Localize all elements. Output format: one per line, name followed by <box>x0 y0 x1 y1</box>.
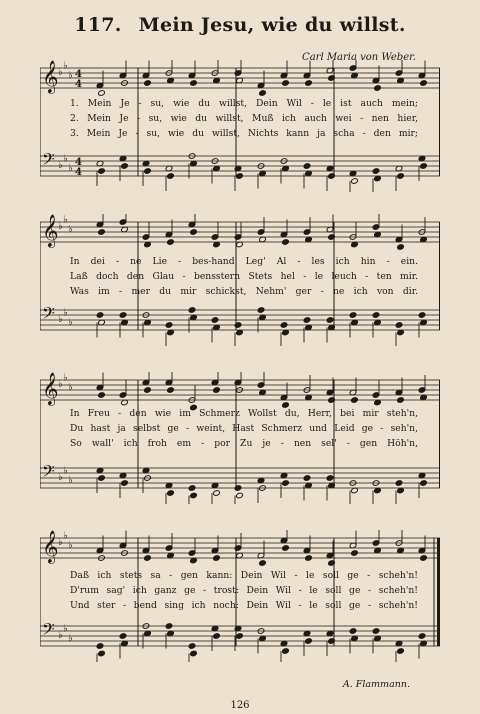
time-signature: 4 <box>75 79 82 90</box>
note-head <box>259 560 267 567</box>
flat-icon: ♭ <box>63 307 68 319</box>
note-head <box>305 555 313 562</box>
note-head <box>213 555 221 562</box>
verse-line: So wall' ich froh em - por Zu je - nen sel' - gen Höh'n, <box>70 438 418 449</box>
note-head <box>144 555 152 562</box>
note-head <box>190 650 198 657</box>
flat-icon: ♭ <box>68 224 73 235</box>
page-number: 126 <box>230 700 250 711</box>
verse-line: In dei - ne Lie - bes-hand Leg' Al - les ich hin - ein. <box>70 256 418 267</box>
notes <box>96 623 427 662</box>
note-head <box>372 628 380 635</box>
note-head <box>119 633 127 640</box>
flat-icon: ♭ <box>58 160 63 171</box>
note-head <box>188 643 196 650</box>
note-head <box>397 397 405 404</box>
note-head <box>420 163 428 170</box>
note-head <box>326 317 334 324</box>
lyrics-system-3 <box>40 406 440 451</box>
lyrics-system-4 <box>40 568 440 613</box>
flat-icon: ♭ <box>63 214 68 226</box>
note-head <box>351 397 359 404</box>
verse-line: Was im - mer du mir schickst, Nehm' ger - ne ich von dir. <box>70 286 418 297</box>
note-head <box>374 85 382 92</box>
note-head <box>190 229 198 236</box>
note-head <box>282 80 290 87</box>
bass-clef-icon: 𝄢 <box>42 619 55 643</box>
staff <box>40 461 440 488</box>
note-head <box>236 173 244 180</box>
verse-line: 1. Mein Je - su, wie du willst, Dein Wil - le ist auch mein; <box>70 98 418 109</box>
note-head <box>167 239 175 246</box>
flat-icon: ♭ <box>68 540 73 551</box>
note-head <box>282 480 290 487</box>
treble-clef-icon: 𝄞 <box>42 530 59 563</box>
note-head <box>418 312 426 319</box>
note-head <box>282 239 290 246</box>
note-head <box>98 168 106 175</box>
note-head <box>282 545 290 552</box>
note-head <box>144 168 152 175</box>
note-head <box>305 80 313 87</box>
bass-clef-icon: 𝄢 <box>42 461 55 485</box>
treble-clef-icon: 𝄞 <box>42 60 59 93</box>
note-head <box>280 322 288 329</box>
verse-line: Laß doch den Glau - bensstern Stets hel - le leuch - ten mir. <box>70 271 418 282</box>
note-head <box>211 317 219 324</box>
notes <box>96 372 427 411</box>
note-head <box>351 550 359 557</box>
notes <box>96 307 427 346</box>
note-head <box>144 80 152 87</box>
note-head <box>372 168 380 175</box>
time-signature: 4 <box>75 157 82 168</box>
time-signature: 4 <box>75 69 82 80</box>
hymn-title <box>0 14 480 36</box>
note-head <box>190 492 198 499</box>
note-head <box>372 312 380 319</box>
note-head <box>236 633 244 640</box>
flat-icon: ♭ <box>58 472 63 483</box>
note-head <box>213 387 221 394</box>
note-head <box>165 322 173 329</box>
note-head <box>119 312 127 319</box>
flat-icon: ♭ <box>63 465 68 477</box>
verse-line: Daß ich stets sa - gen kann: Dein Wil - le soll ge - scheh'n! <box>70 570 418 581</box>
bass-clef-icon: 𝄢 <box>42 149 55 173</box>
note-head <box>144 387 152 394</box>
flat-icon: ♭ <box>68 70 73 81</box>
treble-clef-icon: 𝄞 <box>42 372 59 405</box>
note-head <box>236 492 244 499</box>
flat-icon: ♭ <box>58 221 63 232</box>
bass-clef-icon: 𝄢 <box>42 303 55 327</box>
flat-icon: ♭ <box>63 530 68 542</box>
note-head <box>395 322 403 329</box>
note-head <box>188 485 196 492</box>
flat-icon: ♭ <box>63 372 68 384</box>
note-head <box>418 633 426 640</box>
flat-icon: ♭ <box>68 317 73 328</box>
note-head <box>349 628 357 635</box>
note-head <box>167 387 175 394</box>
note-head <box>98 392 106 399</box>
note-head <box>326 475 334 482</box>
note-head <box>420 480 428 487</box>
hymn-name: Mein Jesu, wie du willst. <box>138 14 406 36</box>
note-head <box>328 173 336 180</box>
flat-icon: ♭ <box>58 630 63 641</box>
verse-line: In Freu - den wie im Schmerz Wollst du, Herr, bei mir steh'n, <box>70 408 418 419</box>
note-head <box>234 485 242 492</box>
flat-icon: ♭ <box>68 633 73 644</box>
time-signature: 4 <box>75 167 82 178</box>
note-head <box>98 650 106 657</box>
note-head <box>351 178 359 185</box>
lyrics-system-1 <box>40 96 440 141</box>
flat-icon: ♭ <box>58 379 63 390</box>
note-head <box>420 555 428 562</box>
note-head <box>96 312 104 319</box>
note-head <box>303 163 311 170</box>
hymn-number: 117. <box>74 14 122 36</box>
flat-icon: ♭ <box>63 60 68 72</box>
note-head <box>395 480 403 487</box>
note-head <box>98 475 106 482</box>
note-head <box>234 322 242 329</box>
flat-icon: ♭ <box>63 153 68 165</box>
staff <box>40 619 440 646</box>
note-head <box>349 312 357 319</box>
note-head <box>121 163 129 170</box>
notes <box>96 153 427 192</box>
verse-line: Und ster - bend sing ich noch: Dein Wil - le soll ge - scheh'n! <box>70 600 418 611</box>
note-head <box>397 173 405 180</box>
note-head <box>96 643 104 650</box>
note-head <box>213 490 221 497</box>
note-head <box>167 173 175 180</box>
verse-line: 3. Mein Je - su, wie du willst, Nichts kann ja scha - den mir; <box>70 128 418 139</box>
flat-icon: ♭ <box>68 382 73 393</box>
note-head <box>257 307 265 314</box>
flat-icon: ♭ <box>58 537 63 548</box>
note-head <box>190 80 198 87</box>
note-head <box>98 229 106 236</box>
note-head <box>282 648 290 655</box>
note-head <box>397 244 405 251</box>
treble-clef-icon: 𝄞 <box>42 214 59 247</box>
verse-line: D'rum sag' ich ganz ge - trost: Dein Wil - le soll ge - scheh'n! <box>70 585 418 596</box>
flat-icon: ♭ <box>58 67 63 78</box>
arranger-credit: A. Flammann. <box>342 679 410 690</box>
composer-credit: Carl Maria von Weber. <box>302 52 416 63</box>
note-head <box>305 638 313 645</box>
note-head <box>121 480 129 487</box>
note-head <box>303 475 311 482</box>
note-head <box>188 307 196 314</box>
flat-icon: ♭ <box>58 314 63 325</box>
lyrics-system-2 <box>40 254 440 299</box>
note-head <box>167 490 175 497</box>
flat-icon: ♭ <box>63 623 68 635</box>
note-head <box>397 648 405 655</box>
note-head <box>213 633 221 640</box>
note-head <box>420 80 428 87</box>
flat-icon: ♭ <box>68 475 73 486</box>
verse-line: Du hast ja selbst ge - weint, Hast Schmerz und Leid ge - seh'n, <box>70 423 418 434</box>
verse-line: 2. Mein Je - su, wie du willst, Muß ich auch wei - nen hier, <box>70 113 418 124</box>
note-head <box>165 623 173 630</box>
note-head <box>303 317 311 324</box>
flat-icon: ♭ <box>68 163 73 174</box>
